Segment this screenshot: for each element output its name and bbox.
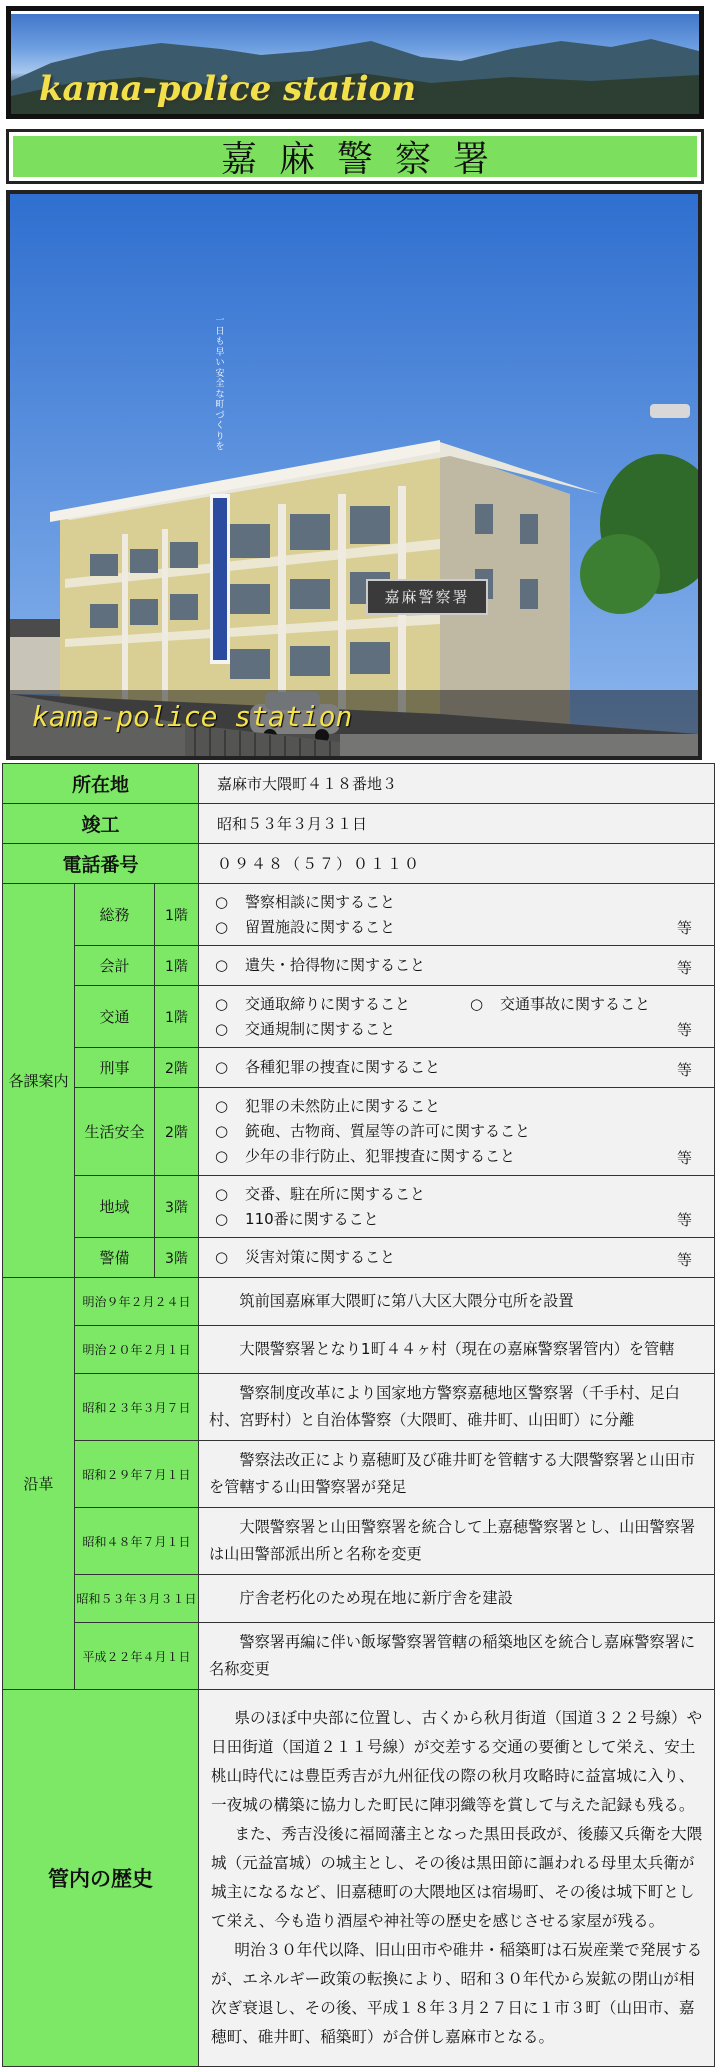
history-text: 警察法改正により嘉穂町及び碓井町を管轄する大隈警察署と山田市を管轄する山田警察署が発足 [199, 1441, 715, 1508]
station-sign-plaque: 嘉麻警察署 [366, 579, 488, 615]
etc-mark: 等 [676, 1021, 692, 1039]
history-date: 昭和２９年７月１日 [75, 1441, 199, 1508]
history-row [3, 1575, 715, 1623]
history-text: 警察制度改革により国家地方警察嘉穂地区警察署（千手村、足白村、宮野村）と自治体警察（大隈町、碓井町、山田町）に分離 [199, 1374, 715, 1441]
dept-floor: 1階 [155, 946, 199, 986]
history-text: 警察署再編に伴い飯塚警察署管轄の稲築地区を統合し嘉麻警察署に名称変更 [199, 1623, 715, 1690]
photo-caption: kama-police station [32, 700, 353, 733]
dept-floor: 3階 [155, 1176, 199, 1238]
area-history-text [199, 1690, 715, 2067]
dept-row [3, 1088, 715, 1176]
history-row [3, 1374, 715, 1441]
dept-name: 地域 [75, 1176, 155, 1238]
address-label: 所在地 [3, 764, 199, 804]
area-history-row [3, 1690, 715, 2067]
dept-row [3, 946, 715, 986]
area-history-paragraph: 県のほぼ中央部に位置し、古くから秋月街道（国道３２２号線）や日田街道（国道２１１号線）が交差する交通の要衝として栄え、安土桃山時代には豊臣秀吉が九州征伐の際の秋月攻略時に益富城に入り、一夜城の構築に協力した町民に陣羽織等を賞して与えた記録も残る。 [211, 1709, 703, 1814]
phone-label: 電話番号 [3, 844, 199, 884]
header-banner [6, 6, 704, 119]
dept-row [3, 986, 715, 1048]
phone-value: ０９４８（５７）０１１０ [199, 844, 715, 884]
dept-floor: 3階 [155, 1238, 199, 1278]
history-date: 平成２２年４月１日 [75, 1623, 199, 1690]
station-name-bar [6, 129, 704, 184]
etc-mark: 等 [676, 1211, 692, 1229]
history-label: 沿革 [3, 1278, 75, 1690]
dept-name: 生活安全 [75, 1088, 155, 1176]
dept-duties: ○ 交通取締りに関すること ○ 交通事故に関すること ○ 交通規制に関すること 等 [199, 986, 715, 1048]
completed-value: 昭和５３年３月３１日 [199, 804, 715, 844]
history-text: 大隈警察署と山田警察署を統合して上嘉穂警察署とし、山田警察署は山田警部派出所と名称を変更 [199, 1508, 715, 1575]
history-date: 明治９年２月２４日 [75, 1278, 199, 1326]
history-date: 昭和４８年７月１日 [75, 1508, 199, 1575]
etc-mark: 等 [676, 1251, 692, 1269]
info-table [2, 763, 715, 2067]
history-row [3, 1278, 715, 1326]
dept-row [3, 1238, 715, 1278]
history-date: 昭和２３年３月７日 [75, 1374, 199, 1441]
area-history-paragraph: また、秀吉没後に福岡藩主となった黒田長政が、後藤又兵衛を大隈城（元益富城）の城主とし、その後は黒田節に謳われる母里太兵衛が城主になるなど、旧嘉穂町の大隈地区は宿場町、その後は城下町として栄え、今も造り酒屋や神社等の歴史を感じさせる家屋が残る。 [211, 1825, 703, 1930]
history-row [3, 1326, 715, 1374]
dept-floor: 1階 [155, 986, 199, 1048]
vertical-banner-text: 一日も早い安全な町づくりを [215, 316, 225, 452]
dept-name: 総務 [75, 884, 155, 946]
station-photo [6, 190, 702, 760]
dept-floor: 2階 [155, 1088, 199, 1176]
history-date: 昭和５３年３月３１日 [75, 1575, 199, 1623]
etc-mark: 等 [676, 919, 692, 937]
etc-mark: 等 [676, 959, 692, 977]
dept-floor: 2階 [155, 1048, 199, 1088]
dept-duties: ○ 災害対策に関すること 等 [199, 1238, 715, 1278]
photo-caption-bar [10, 690, 698, 756]
police-building-image [10, 194, 698, 756]
phone-row [3, 844, 715, 884]
etc-mark: 等 [676, 1061, 692, 1079]
dept-duties: ○ 交番、駐在所に関すること ○ 110番に関すること 等 [199, 1176, 715, 1238]
banner-title: kama-police station [39, 69, 417, 109]
address-row [3, 764, 715, 804]
dept-name: 交通 [75, 986, 155, 1048]
departments-label: 各課案内 [3, 884, 75, 1278]
history-row [3, 1441, 715, 1508]
area-history-label: 管内の歴史 [3, 1690, 199, 2067]
history-text: 大隈警察署となり1町４４ヶ村（現在の嘉麻警察署管内）を管轄 [199, 1326, 715, 1374]
dept-name: 刑事 [75, 1048, 155, 1088]
station-name: 嘉麻警察署 [220, 139, 511, 180]
completed-row [3, 804, 715, 844]
completed-label: 竣工 [3, 804, 199, 844]
history-row [3, 1508, 715, 1575]
history-date: 明治２０年２月１日 [75, 1326, 199, 1374]
dept-duties: ○ 警察相談に関すること ○ 留置施設に関すること 等 [199, 884, 715, 946]
history-text: 庁舎老朽化のため現在地に新庁舎を建設 [199, 1575, 715, 1623]
etc-mark: 等 [676, 1149, 692, 1167]
address-value: 嘉麻市大隈町４１８番地３ [199, 764, 715, 804]
history-row [3, 1623, 715, 1690]
history-text: 筑前国嘉麻軍大隈町に第八大区大隈分屯所を設置 [199, 1278, 715, 1326]
dept-floor: 1階 [155, 884, 199, 946]
dept-name: 警備 [75, 1238, 155, 1278]
dept-duties: ○ 遺失・拾得物に関すること 等 [199, 946, 715, 986]
dept-row [3, 884, 715, 946]
dept-row [3, 1048, 715, 1088]
dept-row [3, 1176, 715, 1238]
dept-name: 会計 [75, 946, 155, 986]
dept-duties: ○ 各種犯罪の捜査に関すること 等 [199, 1048, 715, 1088]
dept-duties: ○ 犯罪の未然防止に関すること ○ 銃砲、古物商、質屋等の許可に関すること ○ 少年の非行防止、犯罪捜査に関すること 等 [199, 1088, 715, 1176]
area-history-paragraph: 明治３０年代以降、旧山田市や碓井・稲築町は石炭産業で発展するが、エネルギー政策の転換により、昭和３０年代から炭鉱の閉山が相次ぎ衰退し、その後、平成１８年３月２７日に１市３町（山田市、嘉穂町、碓井町、稲築町）が合併し嘉麻市となる。 [211, 1941, 703, 2046]
